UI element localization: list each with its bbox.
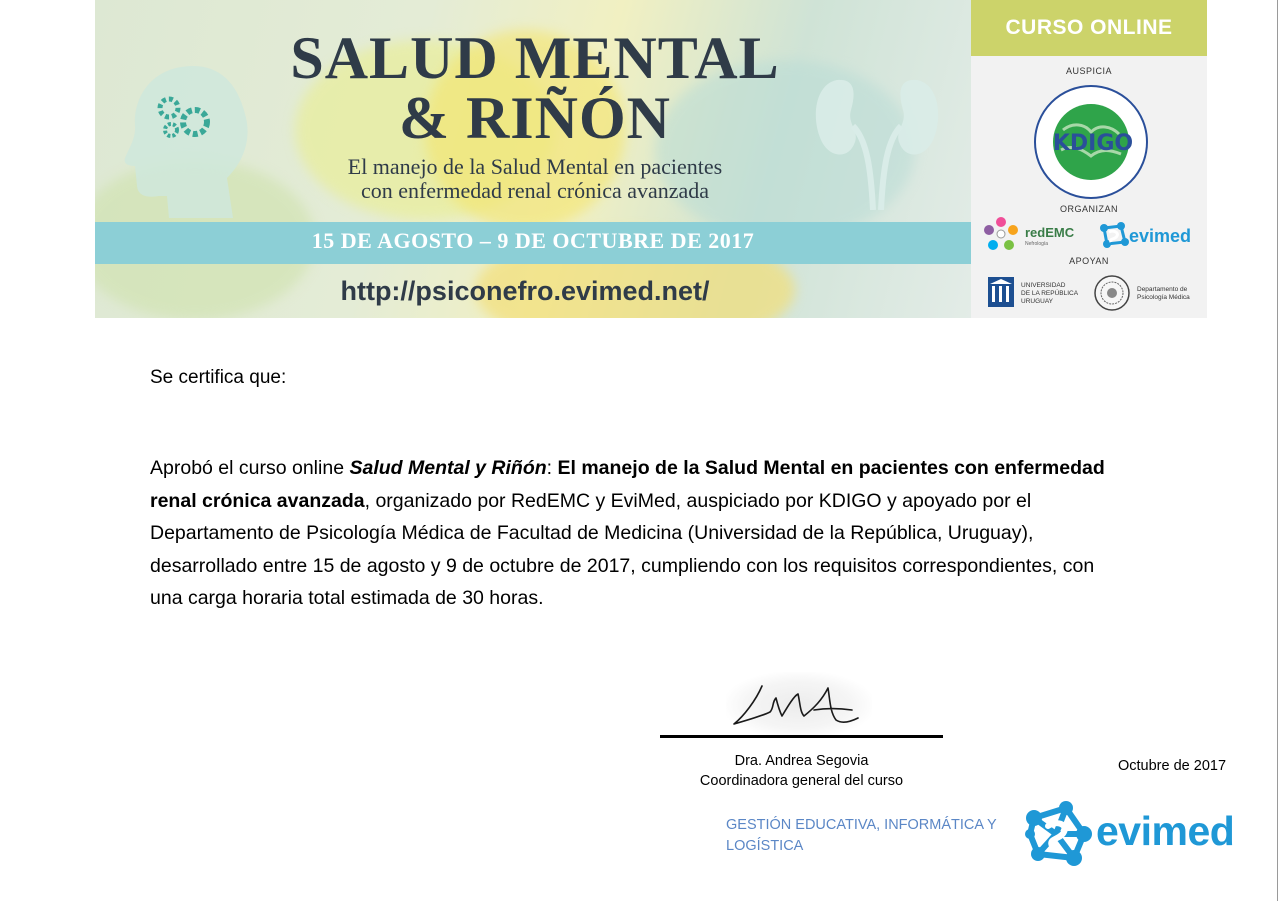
body-part-1: Aprobó el curso online (150, 457, 350, 479)
udelar-line-3: URUGUAY (1021, 298, 1054, 305)
banner-subtitle-line-1: El manejo de la Salud Mental en pacientes (347, 154, 723, 179)
redemc-label: redEMC (1025, 225, 1075, 240)
evimed-small-label: evimed (1129, 226, 1192, 246)
banner-title-line-2: & RIÑÓN (399, 85, 671, 151)
organizan-label: ORGANIZAN (1059, 204, 1118, 214)
psicologia-seal-icon (1093, 274, 1131, 312)
auspicia-label: AUSPICIA (1065, 66, 1112, 76)
psicologia-line-2: Psicología Médica (1137, 294, 1190, 301)
apoyan-label: APOYAN (1069, 256, 1109, 266)
kdigo-logo (1033, 84, 1149, 200)
evimed-small-logo (1099, 222, 1199, 252)
signer-name: Dra. Andrea Segovia (734, 753, 869, 769)
udelar-line-2: DE LA REPÚBLICA (1021, 290, 1079, 297)
banner-title-line-1: SALUD MENTAL (290, 25, 780, 91)
evimed-wordmark: evimed (1096, 808, 1235, 854)
body-colon: : (546, 457, 558, 479)
evimed-footer-logo (1022, 800, 1238, 868)
banner-artwork (95, 0, 971, 318)
certify-intro: Se certifica que: (150, 367, 287, 388)
handwritten-signature (726, 672, 872, 738)
signature-scan (726, 672, 872, 738)
footer-department: GESTIÓN EDUCATIVA, INFORMÁTICA Y LOGÍSTICA (726, 817, 997, 854)
psicologia-line-1: Departamento de (1137, 286, 1188, 293)
psicologia-medica-logo (1093, 274, 1205, 314)
head-gears-icon (123, 58, 253, 218)
banner-url: http://psiconefro.evimed.net/ (340, 276, 710, 306)
banner-subtitle-line-2: con enfermedad renal crónica avanzada (360, 178, 710, 203)
udelar-building-icon (987, 276, 1015, 308)
body-part-2: , organizado por RedEMC y EviMed, auspiciado por KDIGO y apoyado por el Departamento de Psicología Médica de Facultad de Medicina (Universidad de la República, Uruguay), desarrollado entre 15 de agosto y 9 de octubre de 2017, cumpliendo con los requisitos correspondientes, con una carga horaria total estimada de 30 horas. (150, 489, 1095, 610)
curso-online-label: CURSO ONLINE (1005, 16, 1173, 39)
evimed-network-icon (1022, 800, 1094, 868)
signer-role: Coordinadora general del curso (699, 773, 904, 789)
course-banner (95, 0, 1207, 318)
udelar-logo (987, 276, 1087, 312)
banner-sponsors-panel (971, 0, 1207, 318)
course-name-italic: Salud Mental y Riñón (349, 457, 547, 479)
kdigo-letters: KDIGO (1052, 131, 1134, 156)
certificate-date: Octubre de 2017 (1118, 758, 1227, 774)
certificate-body (150, 452, 1125, 615)
course-name-bold: El manejo de la Salud Mental en pacientes con enfermedad renal crónica avanzada (150, 457, 1105, 512)
evimed-small-mark-icon (1099, 222, 1129, 248)
udelar-line-1: UNIVERSIDAD (1021, 282, 1066, 289)
redemc-sublabel: Nefrología (1025, 241, 1049, 247)
signature-line (660, 735, 943, 738)
page-edge (1277, 0, 1278, 901)
redemc-mark-icon (983, 216, 1019, 252)
redemc-logo (983, 216, 1093, 252)
banner-dates: 15 DE AGOSTO – 9 DE OCTUBRE DE 2017 (311, 228, 755, 253)
kidneys-icon (807, 70, 947, 210)
